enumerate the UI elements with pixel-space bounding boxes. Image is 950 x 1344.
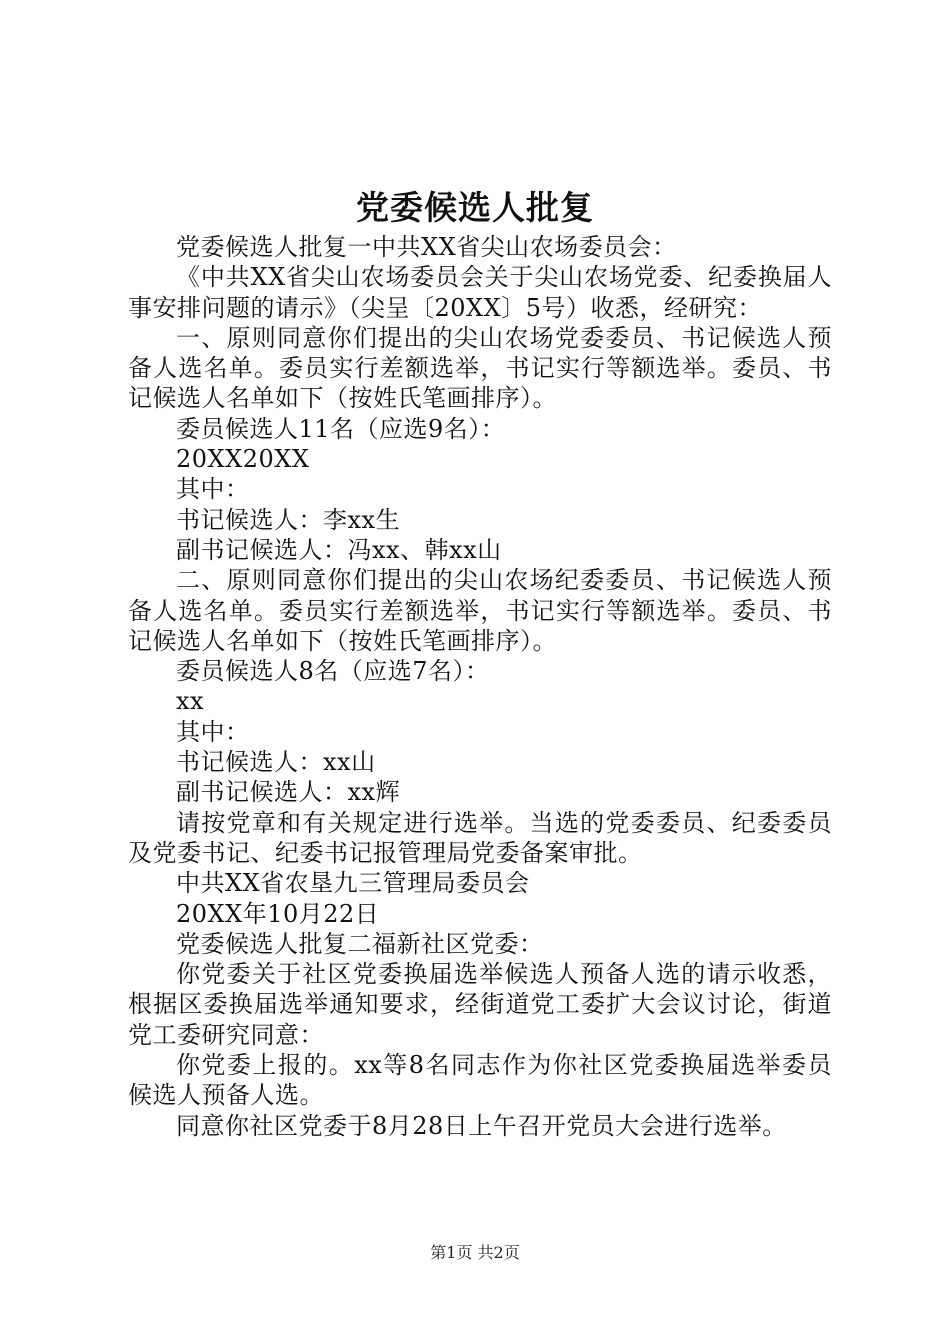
paragraph: 其中： xyxy=(176,475,250,504)
paragraph: 一、原则同意你们提出的尖山农场党委委员、书记候选人预备人选名单。委员实行差额选举，书记实行等额选举。委员、书记候选人名单如下（按姓氏笔画排序）。 xyxy=(128,323,832,413)
document-body xyxy=(128,232,832,1141)
page-number-total: 共2页 xyxy=(477,1243,520,1262)
page-footer xyxy=(0,1242,950,1264)
paragraph: 请按党章和有关规定进行选举。当选的党委委员、纪委委员及党委书记、纪委书记报管理局党委备案审批。 xyxy=(128,808,832,867)
paragraph: xx xyxy=(176,687,205,716)
paragraph: 委员候选人8名（应选7名）： xyxy=(176,657,490,686)
paragraph: 《中共XX省尖山农场委员会关于尖山农场党委、纪委换届人事安排问题的请示》（尖呈〔20XX〕5号）收悉，经研究： xyxy=(128,263,832,322)
paragraph: 书记候选人：李xx生 xyxy=(176,505,401,534)
paragraph: 其中： xyxy=(176,717,250,746)
paragraph: 副书记候选人：冯xx、韩xx山 xyxy=(176,535,502,564)
signature-date: 20XX年10月22日 xyxy=(176,899,380,928)
signature-org: 中共XX省农垦九三管理局委员会 xyxy=(176,869,530,898)
paragraph: 委员候选人11名（应选9名）： xyxy=(176,414,506,443)
paragraph: 二、原则同意你们提出的尖山农场纪委委员、书记候选人预备人选名单。委员实行差额选举，书记实行等额选举。委员、书记候选人名单如下（按姓氏笔画排序）。 xyxy=(128,566,832,655)
page-number-current: 第1页 xyxy=(430,1243,473,1262)
paragraph: 副书记候选人：xx辉 xyxy=(176,778,401,807)
paragraph: 20XX20XX xyxy=(176,445,310,474)
paragraph: 书记候选人：xx山 xyxy=(176,748,376,777)
paragraph: 党委候选人批复二福新社区党委： xyxy=(176,929,544,958)
paragraph: 你党委关于社区党委换届选举候选人预备人选的请示收悉，根据区委换届选举通知要求，经街道党工委扩大会议讨论，街道党工委研究同意： xyxy=(128,960,832,1049)
document-title: 党委候选人批复 xyxy=(356,188,594,227)
paragraph: 同意你社区党委于8月28日上午召开党员大会进行选举。 xyxy=(176,1111,787,1140)
paragraph: 党委候选人批复一中共XX省尖山农场委员会： xyxy=(176,233,677,261)
paragraph: 你党委上报的。xx等8名同志作为你社区党委换届选举委员候选人预备人选。 xyxy=(128,1051,832,1110)
